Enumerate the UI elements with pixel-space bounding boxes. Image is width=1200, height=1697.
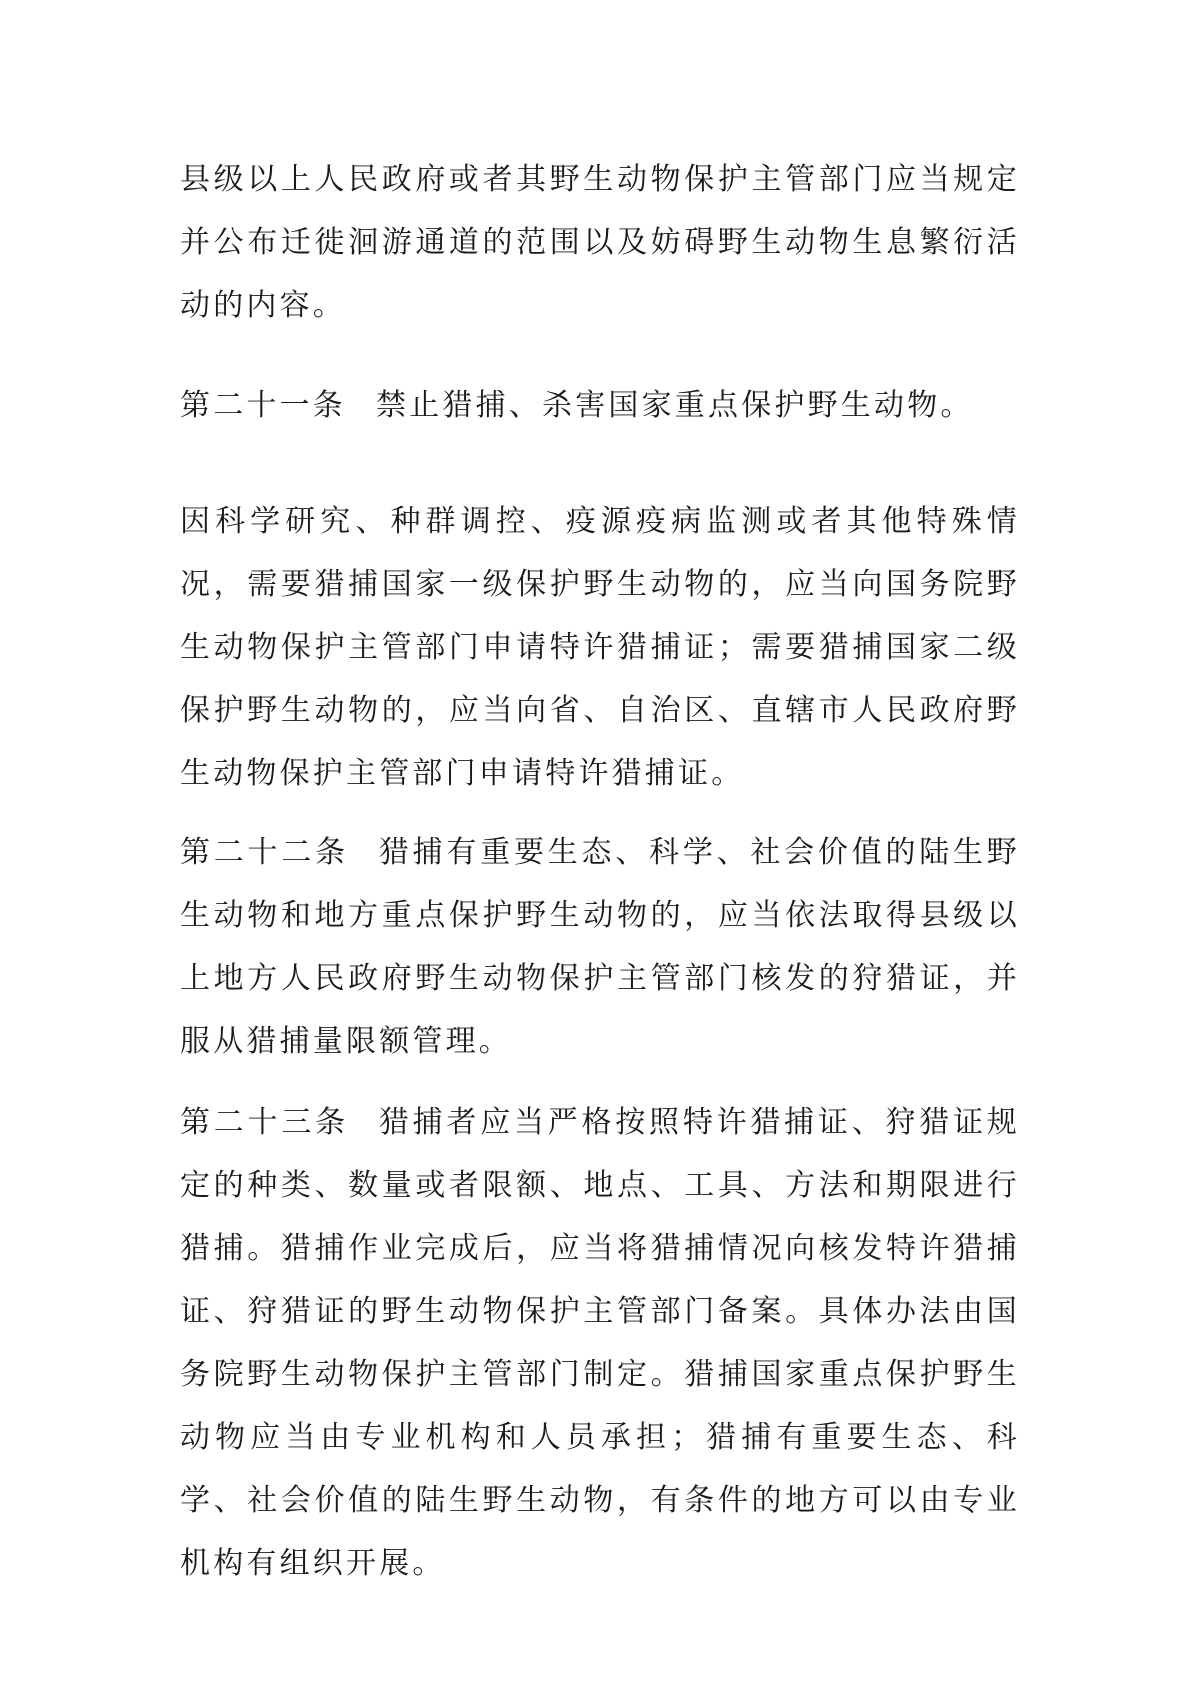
article-number: 第二十二条: [180, 835, 349, 870]
paragraph-migration-channels: [180, 148, 1020, 337]
paragraph-special-hunting-permit: [180, 490, 1020, 805]
paragraph-text: 因科学研究、种群调控、疫源疫病监测或者其他特殊情况，需要猎捕国家一级保护野生动物的，应当向国务院野生动物保护主管部门申请特许猎捕证；需要猎捕国家二级保护野生动物的，应当向省、自治区、直辖市人民政府野生动物保护主管部门申请特许猎捕证。: [180, 504, 1020, 791]
article-number: 第二十三条: [180, 1105, 349, 1140]
paragraph-text: 县级以上人民政府或者其野生动物保护主管部门应当规定并公布迁徙洄游通道的范围以及妨碍野生动物生息繁衍活动的内容。: [180, 162, 1020, 323]
article-21: [180, 374, 1020, 437]
article-number: 第二十一条: [180, 388, 346, 423]
article-text: 禁止猎捕、杀害国家重点保护野生动物。: [376, 388, 974, 423]
article-23: [180, 1091, 1020, 1595]
article-text: 猎捕有重要生态、科学、社会价值的陆生野生动物和地方重点保护野生动物的，应当依法取得县级以上地方人民政府野生动物保护主管部门核发的狩猎证，并服从猎捕量限额管理。: [180, 835, 1020, 1059]
article-text: 猎捕者应当严格按照特许猎捕证、狩猎证规定的种类、数量或者限额、地点、工具、方法和期限进行猎捕。猎捕作业完成后，应当将猎捕情况向核发特许猎捕证、狩猎证的野生动物保护主管部门备案。具体办法由国务院野生动物保护主管部门制定。猎捕国家重点保护野生动物应当由专业机构和人员承担；猎捕有重要生态、科学、社会价值的陆生野生动物，有条件的地方可以由专业机构有组织开展。: [180, 1105, 1020, 1581]
article-22: [180, 821, 1020, 1073]
